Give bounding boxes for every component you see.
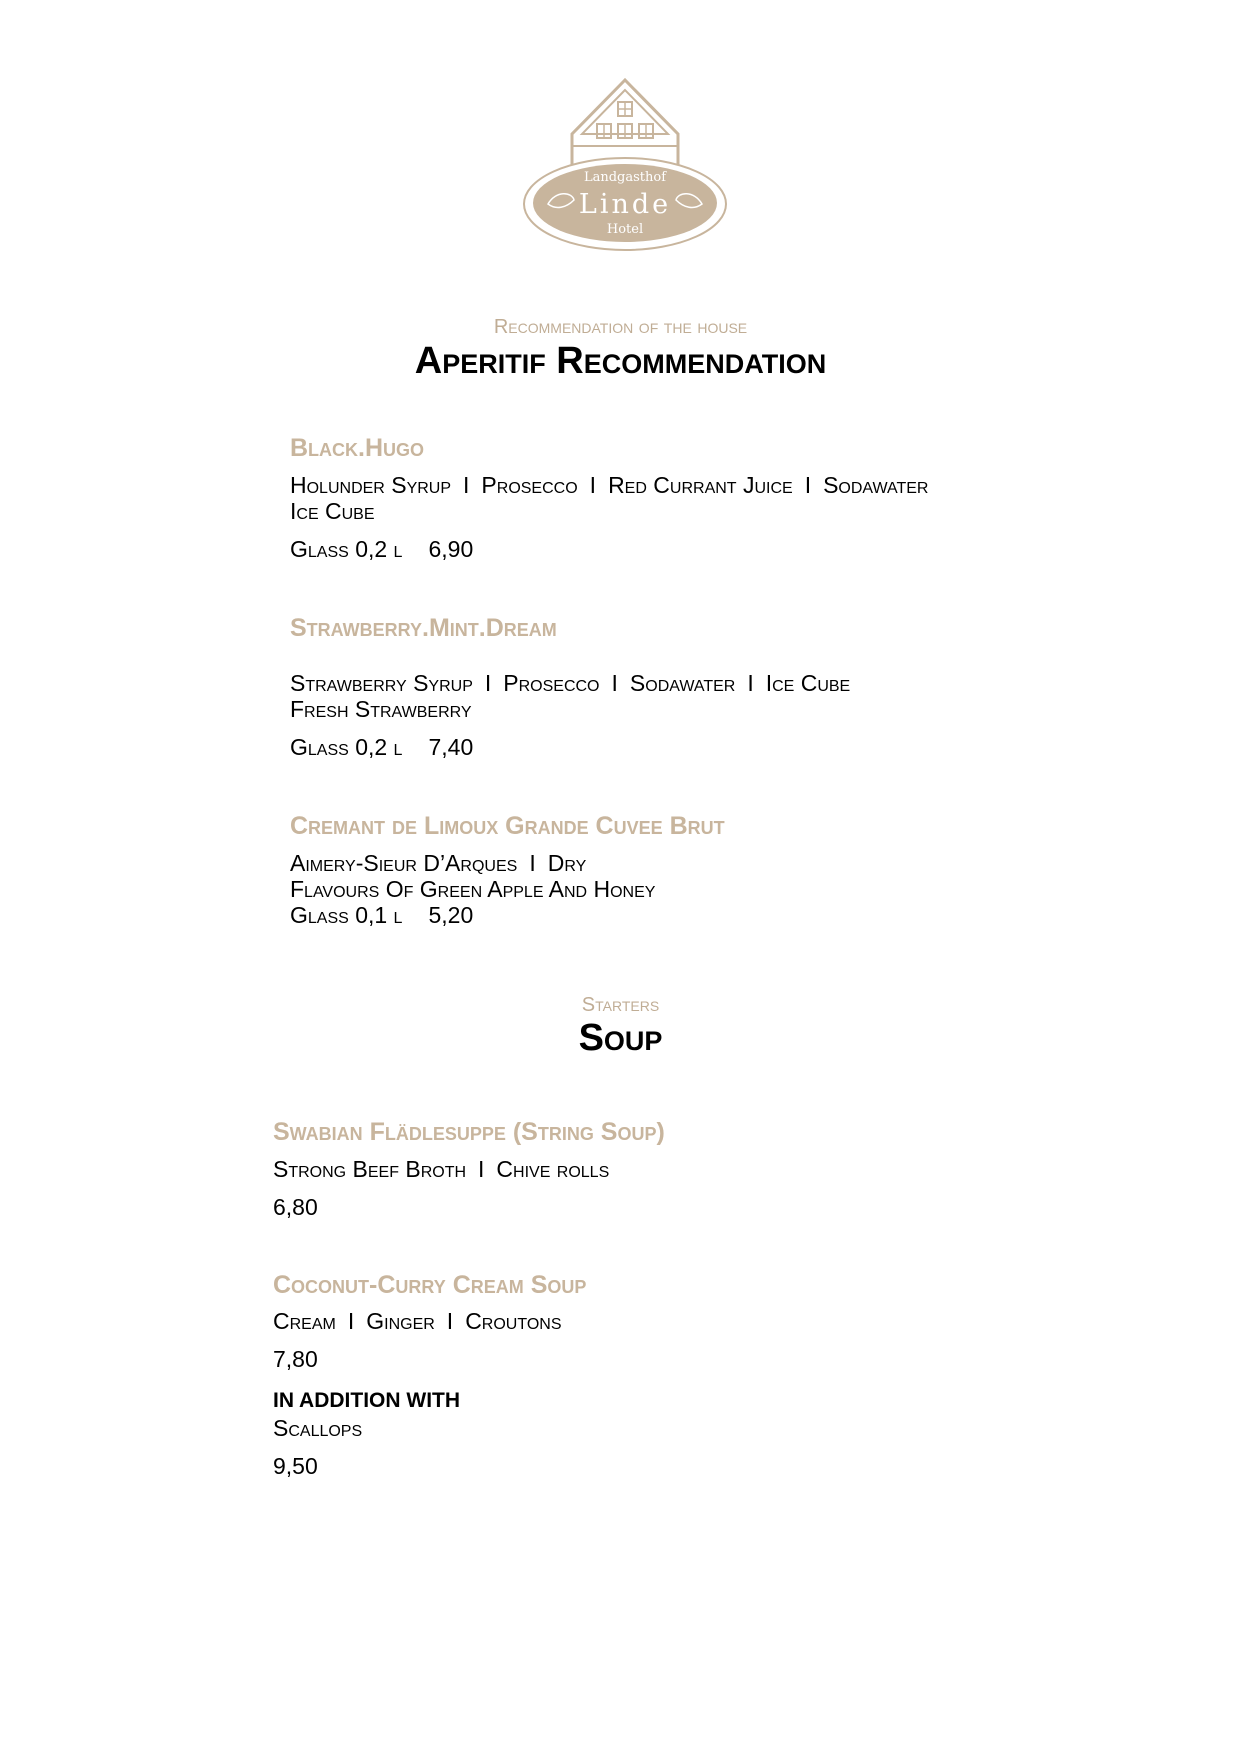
- item-price-row: Glass 0,2 l 6,90: [290, 536, 474, 562]
- logo-line2: Linde: [578, 189, 672, 220]
- item-price: 7,80: [273, 1346, 318, 1372]
- logo-line1: Landgasthof: [583, 170, 667, 185]
- item-extra: Flavours Of Green Apple And Honey: [290, 876, 656, 902]
- item-price: 6,80: [273, 1194, 318, 1220]
- item-price-row: Glass 0,1 l 5,20: [290, 902, 474, 928]
- item-ingredients: Strong Beef Broth I Chive rolls: [273, 1156, 610, 1182]
- addition-price: 9,50: [273, 1453, 318, 1479]
- aperitif-kicker: Recommendation of the house: [493, 316, 748, 338]
- item-extra: Ice Cube: [290, 498, 375, 524]
- aperitif-title: Aperitif Recommendation: [414, 340, 827, 382]
- addition-item: Scallops: [273, 1415, 363, 1441]
- house-icon: [520, 76, 730, 254]
- item-title-flaedlesuppe: Swabian Flädlesuppe (String Soup): [273, 1118, 665, 1146]
- hotel-logo: [520, 76, 730, 254]
- item-ingredients: Strawberry Syrup I Prosecco I Sodawater I Ice Cube: [290, 670, 851, 696]
- item-extra: Fresh Strawberry: [290, 696, 472, 722]
- logo-line3: Hotel: [606, 222, 644, 237]
- starters-kicker: Starters: [581, 994, 660, 1016]
- starters-title: Soup: [578, 1017, 663, 1059]
- item-title-strawberry-mint-dream: Strawberry.Mint.Dream: [290, 614, 557, 642]
- item-ingredients: Holunder Syrup I Prosecco I Red Currant Juice I Sodawater: [290, 472, 929, 498]
- item-price-row: Glass 0,2 l 7,40: [290, 734, 474, 760]
- item-ingredients: Aimery-Sieur D’Arques I Dry: [290, 850, 587, 876]
- item-title-cremant: Cremant de Limoux Grande Cuvee Brut: [290, 812, 725, 840]
- item-title-coconut-curry: Coconut-Curry Cream Soup: [273, 1271, 587, 1299]
- addition-label: IN ADDITION WITH: [273, 1389, 461, 1412]
- item-ingredients: Cream I Ginger I Croutons: [273, 1308, 562, 1334]
- item-title-black-hugo: Black.Hugo: [290, 434, 425, 462]
